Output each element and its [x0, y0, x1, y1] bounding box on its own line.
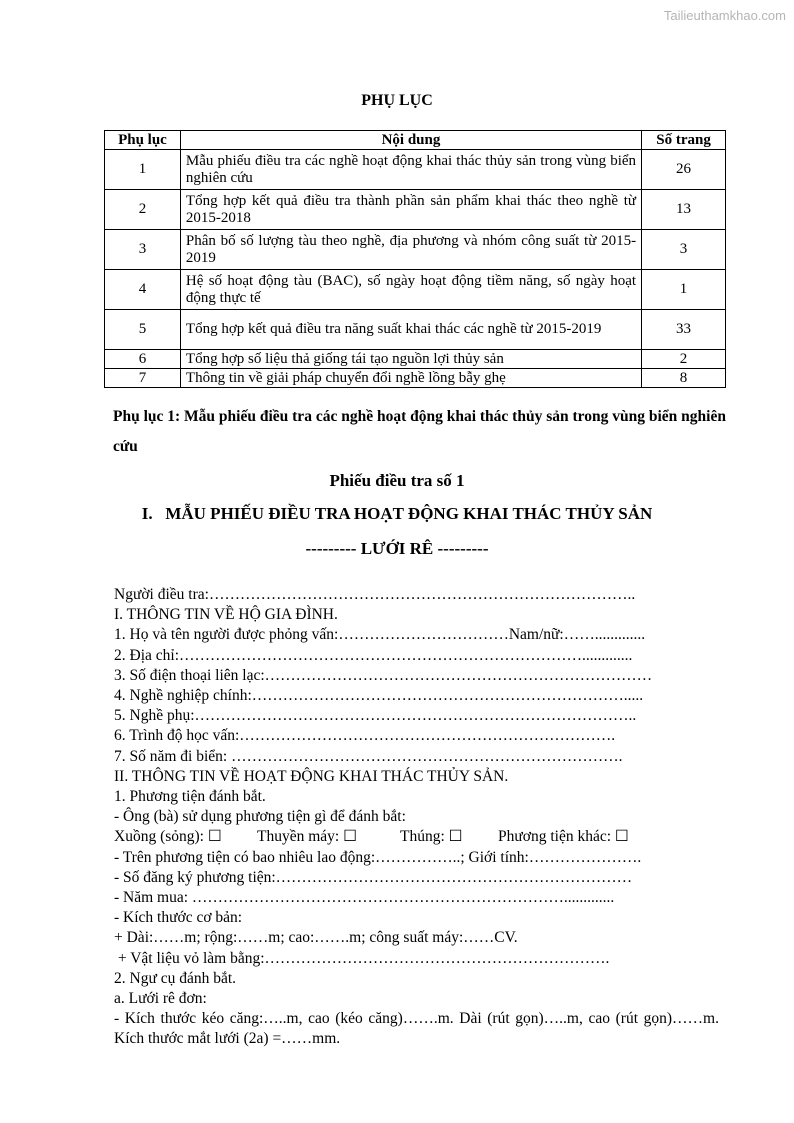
side-job-field: 5. Nghề phụ:………………………………………………………………………….. — [114, 707, 637, 725]
crew-gender-field: - Trên phương tiện có bao nhiêu lao động:……………..; Giới tính:…………………. — [114, 848, 642, 866]
row-number: 5 — [105, 310, 181, 350]
row-content: Phân bố số lượng tàu theo nghề, địa phương và nhóm công suất từ 2015-2019 — [180, 230, 641, 270]
subsection-vessel: 1. Phương tiện đánh bắt. — [114, 788, 266, 806]
table-header-row — [105, 131, 726, 150]
option-basket-boat-checkbox[interactable]: Thúng: ☐ — [400, 828, 463, 846]
row-pages: 3 — [642, 230, 726, 270]
sea-years-field: 7. Số năm đi biển: …………………………………………………………………. — [114, 747, 623, 765]
row-content: Tổng hợp số liệu thả giống tái tạo nguồn lợi thủy sản — [180, 350, 641, 369]
section-fishing-activity: II. THÔNG TIN VỀ HOẠT ĐỘNG KHAI THÁC THỦY SẢN. — [114, 767, 509, 785]
table-row — [105, 310, 726, 350]
row-pages: 13 — [642, 190, 726, 230]
option-motor-boat-checkbox[interactable]: Thuyền máy: ☐ — [257, 828, 357, 846]
survey-form — [114, 585, 719, 1050]
row-number: 6 — [105, 350, 181, 369]
row-number: 4 — [105, 270, 181, 310]
row-content: Thông tin về giải pháp chuyển đổi nghề lồng bẫy ghẹ — [180, 369, 641, 388]
purchase-year-field: - Năm mua: ………………………………………………………………............. — [114, 889, 615, 907]
gear-title: --------- LƯỚI RÊ --------- — [305, 539, 489, 558]
row-number: 3 — [105, 230, 181, 270]
main-job-field: 4. Nghề nghiệp chính:………………………………………………………………..... — [114, 687, 644, 705]
table-row — [105, 230, 726, 270]
row-pages: 33 — [642, 310, 726, 350]
single-gillnet-label: a. Lưới rê đơn: — [114, 990, 207, 1008]
appendix-table — [104, 130, 726, 388]
hull-material-field: + Vật liệu vỏ làm bằng:…………………………………………………………. — [114, 949, 610, 967]
row-pages: 8 — [642, 369, 726, 388]
interviewer-field: Người điều tra:……………………………………………………………………….. — [114, 586, 636, 603]
watermark-text: Tailieuthamkhao.com — [663, 8, 786, 23]
row-content: Mẫu phiếu điều tra các nghề hoạt động khai thác thủy sản trong vùng biển nghiên cứu — [180, 150, 641, 190]
option-small-boat-checkbox[interactable]: Xuồng (sỏng): ☐ — [114, 828, 222, 846]
row-pages: 26 — [642, 150, 726, 190]
vessel-options — [114, 827, 719, 847]
row-content: Tổng hợp kết quả điều tra năng suất khai thác các nghề từ 2015-2019 — [180, 310, 641, 350]
table-row — [105, 350, 726, 369]
table-row — [105, 150, 726, 190]
dimensions-field: + Dài:……m; rộng:……m; cao:…….m; công suất máy:……CV. — [114, 929, 518, 947]
registration-field: - Số đăng ký phương tiện:…………………………………………………………… — [114, 868, 633, 886]
net-size-field: - Kích thước kéo căng:…..m, cao (kéo căng)…….m. Dài (rút gọn)…..m, cao (rút gọn)……m. Kích thước mắt lưới (2a) =……mm. — [114, 1010, 719, 1048]
row-number: 1 — [105, 150, 181, 190]
row-content: Hệ số hoạt động tàu (BAC), số ngày hoạt động tiềm năng, số ngày hoạt động thực tế — [180, 270, 641, 310]
name-gender-field: 1. Họ và tên người được phỏng vấn:……………………………Nam/nữ:……............. — [114, 626, 646, 644]
row-number: 2 — [105, 190, 181, 230]
header-pages: Số trang — [642, 131, 726, 150]
subsection-gear: 2. Ngư cụ đánh bắt. — [114, 969, 237, 987]
address-field: 2. Địa chỉ:……………………………………………………………………............. — [114, 646, 633, 664]
basic-size-label: - Kích thước cơ bản: — [114, 909, 243, 927]
phone-field: 3. Số điện thoại liên lạc:………………………………………………………………… — [114, 666, 653, 684]
row-content: Tổng hợp kết quả điều tra thành phần sản phẩm khai thác theo nghề từ 2015-2018 — [180, 190, 641, 230]
form-title: I. MẪU PHIẾU ĐIỀU TRA HOẠT ĐỘNG KHAI THÁC THỦY SẢN — [141, 504, 653, 523]
section-household: I. THÔNG TIN VỀ HỘ GIA ĐÌNH. — [114, 606, 338, 624]
education-field: 6. Trình độ học vấn:………………………………………………………………. — [114, 727, 616, 745]
header-appendix: Phụ lục — [105, 131, 181, 150]
option-other-vessel-checkbox[interactable]: Phương tiện khác: ☐ — [498, 828, 629, 846]
appendix1-title: Phụ lục 1: Mẫu phiếu điều tra các nghề hoạt động khai thác thủy sản trong vùng biển nghiên cứu — [113, 408, 726, 455]
table-row — [105, 369, 726, 388]
table-row — [105, 270, 726, 310]
row-number: 7 — [105, 369, 181, 388]
row-pages: 1 — [642, 270, 726, 310]
vessel-question: - Ông (bà) sử dụng phương tiện gì để đánh bắt: — [114, 808, 406, 826]
appendix-title: PHỤ LỤC — [361, 92, 433, 109]
table-row — [105, 190, 726, 230]
row-pages: 2 — [642, 350, 726, 369]
survey-number: Phiếu điều tra số 1 — [329, 471, 465, 490]
header-content: Nội dung — [180, 131, 641, 150]
